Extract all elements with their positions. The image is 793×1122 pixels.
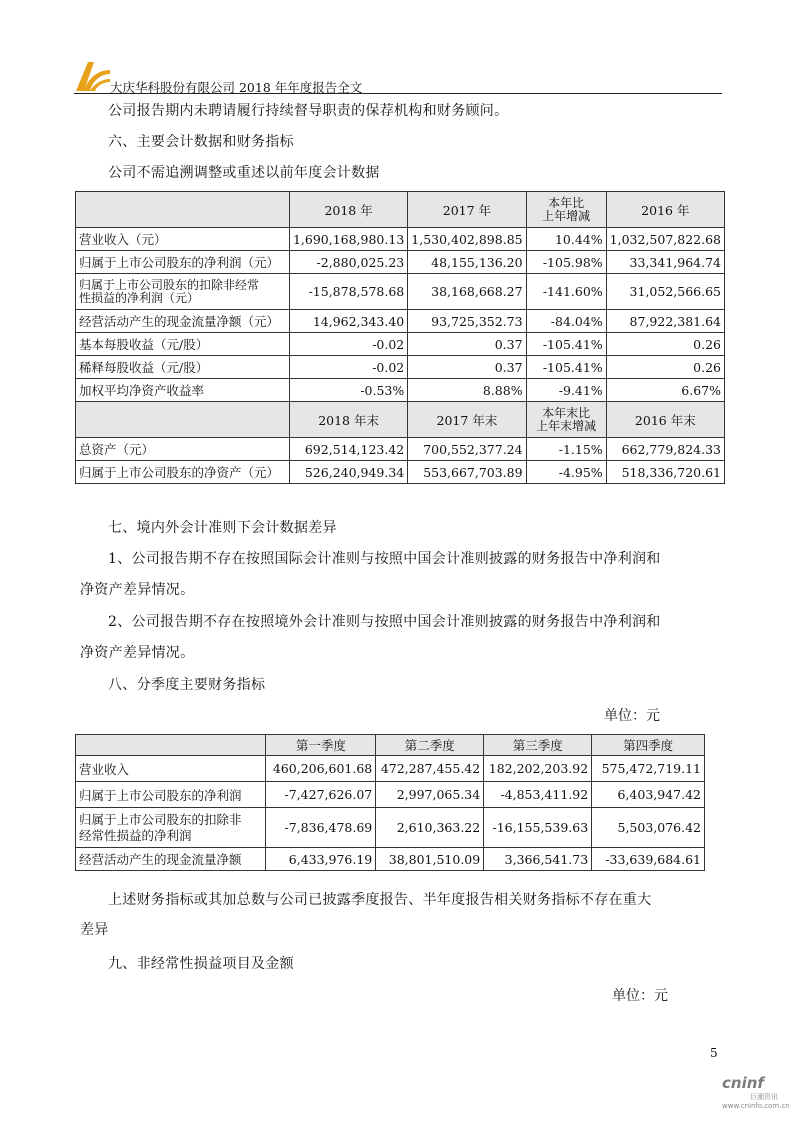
table-cell: -2,880,025.23 [289,251,407,274]
row-label: 归属于上市公司股东的净利润 [76,782,266,808]
table-row [76,756,705,782]
section-subheading-6: 公司不需追溯调整或重述以前年度会计数据 [108,165,380,181]
row-label: 总资产（元） [76,438,290,461]
note-line2: 差异 [80,922,109,938]
table-cell: 10.44% [526,228,606,251]
table-header-cell: 2018 年末 [289,402,407,438]
paragraph-7-2-line2: 净资产差异情况。 [80,645,195,661]
label-line: 归属于上市公司股东的扣除非 [79,811,242,827]
table-cell: 460,206,601.68 [266,756,376,782]
page-number: 5 [710,1046,718,1060]
table-cell: 1,690,168,980.13 [289,228,407,251]
page-header [74,58,722,94]
table-row [76,438,725,461]
table-cell: -105.41% [526,356,606,379]
table-header-cell: 第二季度 [376,735,484,756]
table-row [76,848,705,871]
table-cell: -84.04% [526,310,606,333]
table-cell: -4.95% [526,461,606,484]
note-line1: 上述财务指标或其加总数与公司已披露季度报告、半年度报告相关财务指标不存在重大 [108,892,652,908]
table-cell: 8.88% [408,379,526,402]
table-row [76,228,725,251]
table-cell: 182,202,203.92 [484,756,592,782]
table-cell: -0.53% [289,379,407,402]
brand-url: www.cninfo.com.cn [722,1102,790,1110]
section-heading-8: 八、分季度主要财务指标 [108,677,266,693]
row-label: 加权平均净资产收益率 [76,379,290,402]
section-heading-7: 七、境内外会计准则下会计数据差异 [108,520,337,536]
header-line: 上年末增减 [536,418,597,433]
row-label: 归属于上市公司股东的净利润（元） [76,251,290,274]
table-cell: 5,503,076.42 [592,808,705,848]
table-header-cell: 2017 年末 [408,402,526,438]
table-header-cell: 第一季度 [266,735,376,756]
table-cell: 553,667,703.89 [408,461,526,484]
table-cell: 472,287,455.42 [376,756,484,782]
table-cell: 575,472,719.11 [592,756,705,782]
table-cell: 38,801,510.09 [376,848,484,871]
table-cell: 6,403,947.42 [592,782,705,808]
table-cell: 526,240,949.34 [289,461,407,484]
unit-label: 单位：元 [604,708,660,724]
header-title: 大庆华科股份有限公司 2018 年年度报告全文 [110,80,363,95]
table-header-cell [526,402,606,438]
row-label [76,274,290,310]
quarterly-data-table [75,734,705,871]
row-label: 营业收入 [76,756,266,782]
header-line: 上年增减 [542,208,591,223]
table-header-cell: 2016 年末 [606,402,724,438]
table-cell: 87,922,381.64 [606,310,724,333]
table-cell: 1,032,507,822.68 [606,228,724,251]
table-cell: 14,962,343.40 [289,310,407,333]
table-cell: 33,341,964.74 [606,251,724,274]
table-cell: 38,168,668.27 [408,274,526,310]
section-heading-6: 六、主要会计数据和财务指标 [108,134,294,150]
label-line: 性损益的净利润（元） [79,290,200,305]
table-header-cell [526,192,606,228]
row-label: 归属于上市公司股东的净资产（元） [76,461,290,484]
header-rule [74,93,722,94]
table-cell: 692,514,123.42 [289,438,407,461]
table-header-row [76,735,705,756]
label-line: 归属于上市公司股东的扣除非经常 [79,277,260,292]
cninfo-watermark [722,1074,790,1110]
table-cell: 0.37 [408,356,526,379]
section-heading-9: 九、非经常性损益项目及金额 [108,956,294,972]
table-row [76,251,725,274]
table-row [76,310,725,333]
table-cell: 0.37 [408,333,526,356]
table-cell: 93,725,352.73 [408,310,526,333]
table-cell: -0.02 [289,356,407,379]
table-header-cell: 2018 年 [289,192,407,228]
table-cell: 0.26 [606,356,724,379]
table-row [76,274,725,310]
row-label [76,808,266,848]
table-cell: 518,336,720.61 [606,461,724,484]
table-cell: -7,427,626.07 [266,782,376,808]
table-header-cell [76,735,266,756]
table-header-cell: 2017 年 [408,192,526,228]
table-cell: 48,155,136.20 [408,251,526,274]
table-cell: -141.60% [526,274,606,310]
unit-label: 单位：元 [612,988,668,1004]
table-cell: 6.67% [606,379,724,402]
table-cell: -9.41% [526,379,606,402]
company-logo [74,58,110,92]
table-cell: -4,853,411.92 [484,782,592,808]
table-cell: -105.98% [526,251,606,274]
table-cell: 2,997,065.34 [376,782,484,808]
table-header-cell [76,192,290,228]
accounting-data-table [75,191,725,484]
table-cell: 3,366,541.73 [484,848,592,871]
table-cell: 1,530,402,898.85 [408,228,526,251]
paragraph-7-1-line1: 1、公司报告期不存在按照国际会计准则与按照中国会计准则披露的财务报告中净利润和 [108,551,661,567]
table-cell: -7,836,478.69 [266,808,376,848]
table-header-cell: 2016 年 [606,192,724,228]
table-header-row [76,192,725,228]
table-header-cell: 第三季度 [484,735,592,756]
table-row [76,782,705,808]
table-cell: -15,878,578.68 [289,274,407,310]
table-cell: -33,639,684.61 [592,848,705,871]
header-line: 本年比 [548,195,585,210]
paragraph-7-2-line1: 2、公司报告期不存在按照境外会计准则与按照中国会计准则披露的财务报告中净利润和 [108,614,661,630]
row-label: 经营活动产生的现金流量净额（元） [76,310,290,333]
row-label: 基本每股收益（元/股） [76,333,290,356]
table-row [76,808,705,848]
table-cell: -16,155,539.63 [484,808,592,848]
table-cell: 2,610,363.22 [376,808,484,848]
row-label: 营业收入（元） [76,228,290,251]
table-cell: -105.41% [526,333,606,356]
table-cell: 31,052,566.65 [606,274,724,310]
table-header-cell [76,402,290,438]
table-cell: 0.26 [606,333,724,356]
table-row [76,379,725,402]
brand-name: cninf [722,1074,764,1092]
table-row [76,333,725,356]
table-header-cell: 第四季度 [592,735,705,756]
table-cell: 6,433,976.19 [266,848,376,871]
table-row [76,356,725,379]
paragraph-sponsor: 公司报告期内未聘请履行持续督导职责的保荐机构和财务顾问。 [108,103,509,119]
header-line: 本年末比 [542,405,591,420]
table-header-row [76,402,725,438]
label-line: 经常性损益的净利润 [79,827,192,843]
row-label: 经营活动产生的现金流量净额 [76,848,266,871]
table-row [76,461,725,484]
table-cell: 662,779,824.33 [606,438,724,461]
table-cell: 700,552,377.24 [408,438,526,461]
row-label: 稀释每股收益（元/股） [76,356,290,379]
brand-cn: 巨潮资讯 [750,1093,778,1101]
paragraph-7-1-line2: 净资产差异情况。 [80,582,195,598]
table-cell: -0.02 [289,333,407,356]
table-cell: -1.15% [526,438,606,461]
